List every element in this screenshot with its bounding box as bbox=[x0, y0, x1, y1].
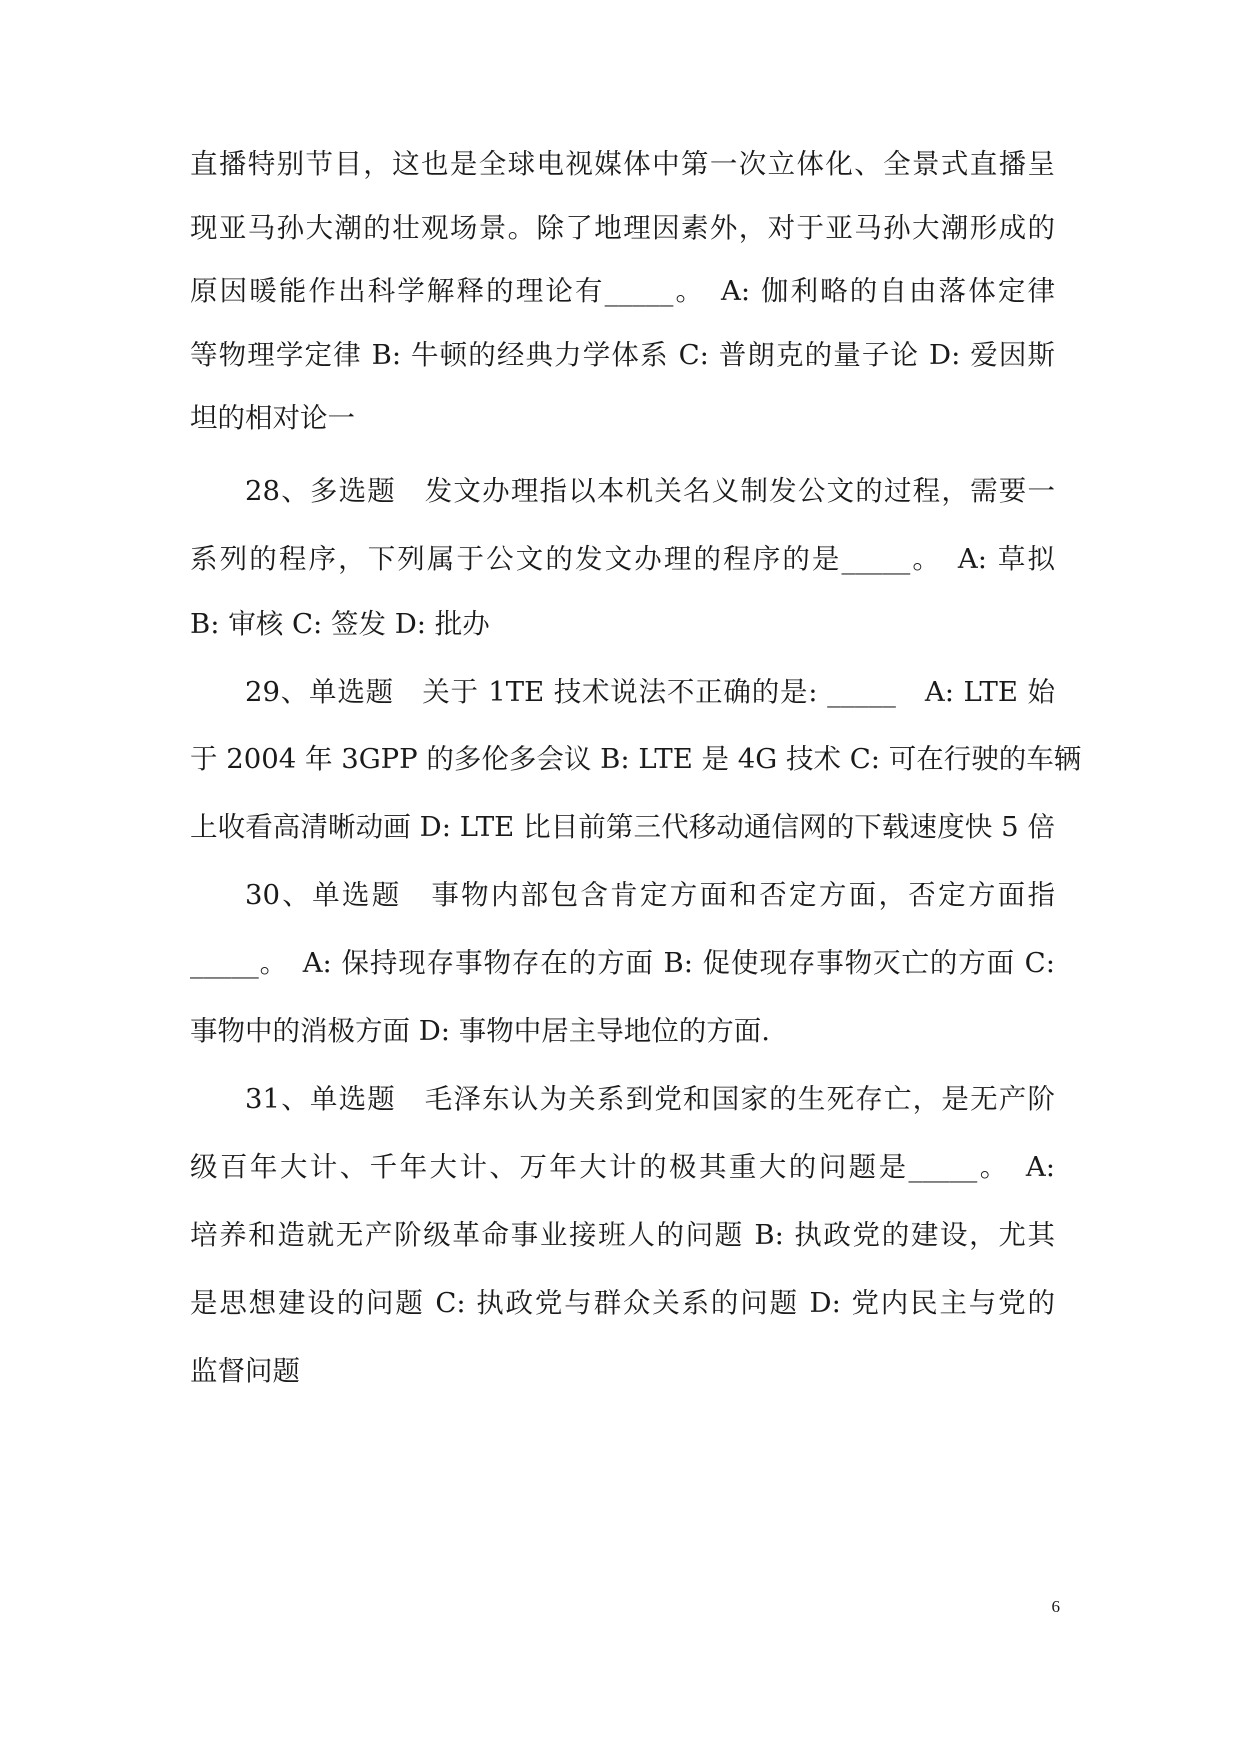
question-29-line-2: 于 2004 年 3GPP 的多伦多会议 B: LTE 是 4G 技术 C: 可在行驶的车辆 bbox=[190, 743, 1082, 775]
question-28-line-2: 系列的程序，下列属于公文的发文办理的程序的是_____。 A: 草拟 bbox=[190, 543, 1055, 575]
question-30-heading-line: 30、单选题 事物内部包含肯定方面和否定方面，否定方面指 bbox=[245, 879, 1055, 911]
question-31-line-4: 是思想建设的问题 C: 执政党与群众关系的问题 D: 党内民主与党的 bbox=[190, 1287, 1055, 1319]
text-line-4: 等物理学定律 B: 牛顿的经典力学体系 C: 普朗克的量子论 D: 爱因斯 bbox=[190, 339, 1055, 371]
text-line-1: 直播特别节目，这也是全球电视媒体中第一次立体化、全景式直播呈 bbox=[190, 148, 1055, 180]
question-30-line-3: 事物中的消极方面 D: 事物中居主导地位的方面. bbox=[190, 1015, 771, 1047]
question-31-line-5: 监督问题 bbox=[190, 1355, 300, 1387]
question-28-heading-line: 28、多选题 发文办理指以本机关名义制发公文的过程，需要一 bbox=[245, 475, 1055, 507]
question-31-line-3: 培养和造就无产阶级革命事业接班人的问题 B: 执政党的建设，尤其 bbox=[190, 1219, 1055, 1251]
text-line-2: 现亚马孙大潮的壮观场景。除了地理因素外，对于亚马孙大潮形成的 bbox=[190, 212, 1055, 244]
text-line-3: 原因暖能作出科学解释的理论有_____。 A: 伽利略的自由落体定律 bbox=[190, 275, 1055, 307]
question-31-heading-line: 31、单选题 毛泽东认为关系到党和国家的生死存亡，是无产阶 bbox=[245, 1083, 1055, 1115]
question-30-line-2: _____。 A: 保持现存事物存在的方面 B: 促使现存事物灭亡的方面 C: bbox=[190, 947, 1055, 979]
question-29-heading-line: 29、单选题 关于 1TE 技术说法不正确的是: _____ A: LTE 始 bbox=[245, 676, 1055, 708]
text-line-5: 坦的相对论一 bbox=[190, 402, 355, 434]
page-number: 6 bbox=[1051, 1597, 1060, 1616]
question-28-options-line: B: 审核 C: 签发 D: 批办 bbox=[190, 608, 490, 640]
question-29-line-3: 上收看高清晰动画 D: LTE 比目前第三代移动通信网的下载速度快 5 倍 bbox=[190, 811, 1055, 843]
question-31-line-2: 级百年大计、千年大计、万年大计的极其重大的问题是_____。 A: bbox=[190, 1151, 1055, 1183]
